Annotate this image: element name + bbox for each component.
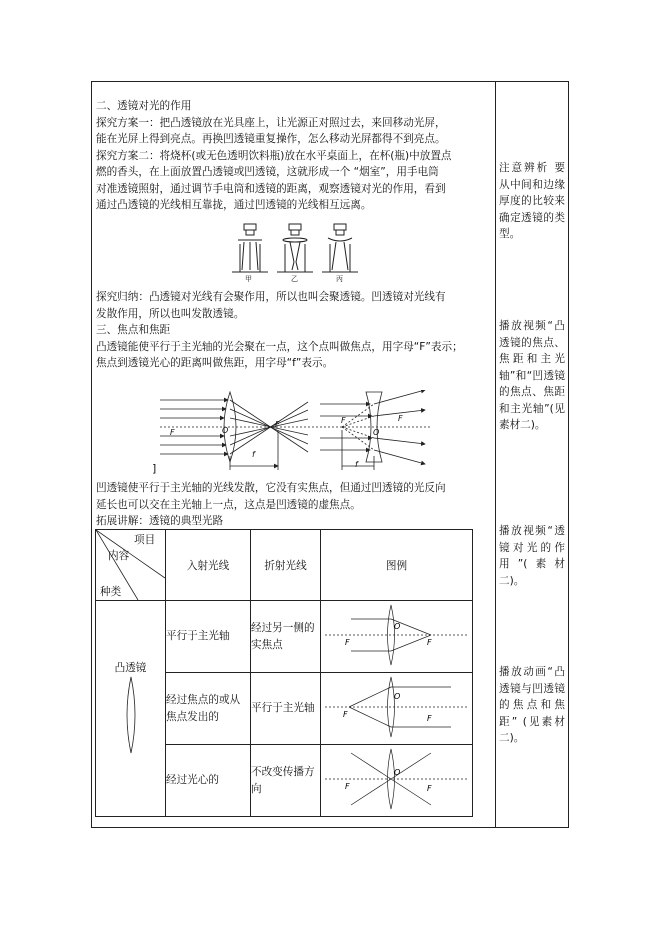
- header-incident: 入射光线: [166, 530, 251, 601]
- concave-f2-label: F: [398, 414, 403, 423]
- column-divider: [495, 81, 496, 827]
- figure-label-yi: 乙: [291, 275, 298, 283]
- main-content-3: [96, 480, 492, 530]
- row3-f-left: F: [345, 782, 350, 791]
- main-content: [96, 98, 492, 214]
- row2-diagram: [321, 673, 473, 745]
- corner-header: [96, 530, 166, 601]
- corner-kind: 种类: [100, 586, 122, 598]
- figure-label-bing: 丙: [336, 275, 343, 283]
- row1-o: O: [394, 622, 401, 631]
- row3-incident: 经过光心的: [166, 745, 251, 817]
- convex-lens-icon: [121, 675, 141, 755]
- paragraph-line: 通过凸透镜的光线相互靠拢，通过凹透镜的光线相互远离。: [96, 199, 372, 211]
- paragraph-line: 能在光屏上得到亮点。再换凹透镜重复操作，怎么移动光屏都得不到亮点。: [96, 133, 446, 145]
- concave-o-label: O: [373, 428, 380, 437]
- convex-o-label: O: [222, 426, 229, 435]
- concave-focal-label: f: [355, 460, 358, 469]
- side-note-1: 注意辨析 要从中间和边缘厚度的比较来确定透镜的类型。: [499, 162, 565, 240]
- paragraph-line: 探究归纳：凸透镜对光线有会聚作用，所以也叫会聚透镜。凹透镜对光线有: [96, 291, 446, 303]
- paragraph-line: 凸透镜能使平行于主光轴的光会聚在一点，这个点叫做焦点，用字母“F”表示；: [96, 340, 463, 353]
- row3-o: O: [394, 768, 401, 777]
- row2-f-left: F: [343, 710, 348, 719]
- row3-f-right: F: [427, 784, 432, 793]
- corner-content: 内容: [108, 550, 130, 562]
- row2-refracted: 平行于主光轴: [251, 673, 321, 745]
- row1-f-right: F: [427, 638, 432, 647]
- figure-label-jia: 甲: [245, 275, 252, 283]
- header-refracted: 折射光线: [251, 530, 321, 601]
- corner-item: 项目: [134, 534, 156, 546]
- row1-refracted: 经过另一侧的实焦点: [251, 601, 321, 673]
- header-legend: 图例: [321, 530, 473, 601]
- side-note-3: 播放视频“透镜对光的作用”(素材二)。: [499, 525, 565, 587]
- paragraph-line: 延长也可以交在主光轴上一点，这点是凹透镜的虚焦点。: [96, 498, 361, 511]
- convex-f2-label: F: [275, 420, 280, 429]
- row1-incident: 平行于主光轴: [166, 601, 251, 673]
- row3-diagram: [321, 745, 473, 817]
- side-note-4: 播放动画“凸透镜与凹透镜的焦点和焦距” (见素材二)。: [499, 666, 565, 744]
- row3-refracted: 不改变传播方向: [251, 745, 321, 817]
- heading-lens-effect: 二、透镜对光的作用: [96, 100, 192, 112]
- row1-f-left: F: [345, 638, 350, 647]
- lens-type-label: 凸透镜: [114, 661, 147, 674]
- convex-focal-label: f: [252, 450, 255, 459]
- lens-type-cell: [96, 601, 166, 817]
- row1-diagram: [321, 601, 473, 673]
- subheading-typical-paths: 拓展讲解：透镜的典型光路: [96, 515, 224, 527]
- paragraph-line: 发散作用，所以也叫发散透镜。: [96, 307, 245, 320]
- row2-incident: 经过焦点的或从焦点发出的: [166, 673, 251, 745]
- row2-f-right: F: [427, 714, 432, 723]
- paragraph-line: 凹透镜使平行于主光轴的光线发散，它没有实焦点，但通过凹透镜的光反向: [96, 482, 446, 494]
- paragraph-line: 探究方案二：将烧杯(或无色透明饮料瓶)放在水平桌面上，在杯(瓶)中放置点: [96, 149, 452, 162]
- side-note-2: 播放视频“凸透镜的焦点、焦距和主光轴”和“凹透镜的焦点、焦距和主光轴”(见素材二)。: [499, 320, 565, 431]
- paragraph-line: 探究方案一：把凸透镜放在光具座上，让光源正对照过去，来回移动光屏，: [96, 116, 446, 129]
- lens-focus-figure: [160, 390, 430, 472]
- paragraph-line: 对准透镜照射，通过调节手电筒和透镜的距离，观察透镜对光的作用，看到: [96, 182, 446, 195]
- convex-f-label: F: [170, 428, 175, 437]
- stray-bracket: ]: [152, 462, 157, 475]
- row2-o: O: [394, 692, 401, 701]
- smoke-chamber-figure: [230, 222, 360, 282]
- main-content-2: [96, 289, 492, 372]
- paragraph-line: 焦点到透镜光心的距离叫做焦距，用字母“f”表示。: [96, 357, 334, 369]
- light-path-table: [95, 529, 473, 817]
- paragraph-line: 燃的香头，在上面放置凸透镜或凹透镜，这就形成一个 “烟室”，用手电筒: [96, 166, 439, 178]
- concave-f-label: F: [341, 416, 346, 425]
- heading-focus: 三、焦点和焦距: [96, 324, 171, 336]
